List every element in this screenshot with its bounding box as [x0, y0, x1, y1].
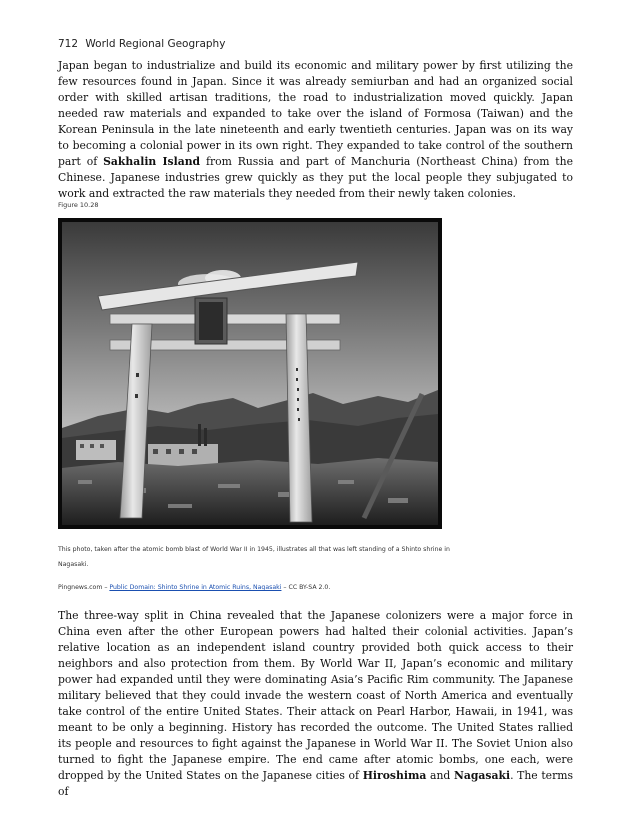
paragraph-1-text-b: from Russia and part of Manchuria (Northeast China) from the Chinese. Japanese industries grew quickly as they put the local people they subjugated to work and extracted the raw materials they needed from their newly taken colonies. [58, 155, 573, 200]
term-hiroshima: Hiroshima [362, 769, 427, 782]
paragraph-2 [58, 608, 573, 800]
figure-label: Figure 10.28 [58, 201, 99, 209]
credit-license: – CC BY-SA 2.0. [281, 584, 331, 591]
term-nagasaki: Nagasaki [453, 769, 511, 782]
figure-credit [58, 584, 330, 591]
figure-photo-shinto-shrine [58, 218, 442, 529]
paragraph-1-text-a: Japan began to industrialize and build its economic and military power by first utilizing the few resources found in Japan. Since it was already semiurban and had an organized social order with skilled artisan traditions, the road to industrialization moved quickly. Japan needed raw materials and expanded to take over the island of Formosa (Taiwan) and the Korean Peninsula in the late nineteenth and early twentieth centuries. Japan was on its way to becoming a colonial power in its own right. They expanded to take control of the southern part of [58, 59, 573, 168]
page-number: 712 [58, 38, 79, 50]
paragraph-2-text-a: The three-way split in China revealed that the Japanese colonizers were a major force in China even after the other European powers had halted their colonial activities. Japan’s relative location as an independent island country provided both quick access to their neighbors and also protection from them. By World War II, Japan’s economic and military power had expanded until they were dominating Asia’s Pacific Rim community. The Japanese military believed that they could invade the western coast of North America and eventually take control of the entire United States. Their attack on Pearl Harbor, Hawaii, in 1941, was meant to be only a beginning. History has recorded the outcome. The United States rallied its people and resources to fight against the Japanese in World War II. The Soviet Union also turned to fight the Japanese empire. The end came after atomic bombs, one each, were dropped by the United States on the Japanese cities of [58, 609, 573, 782]
figure-caption: This photo, taken after the atomic bomb blast of World War II in 1945, illustrates all that was left standing of a Shinto shrine in Nagasaki. [58, 546, 450, 568]
paragraph-2-text-c: . The terms of [58, 769, 574, 798]
paragraph-2-text-b: and [426, 769, 454, 782]
term-sakhalin-island: Sakhalin Island [103, 155, 201, 168]
paragraph-1 [58, 58, 573, 202]
page-header [58, 38, 225, 50]
book-title: World Regional Geography [85, 38, 226, 50]
credit-prefix: Pingnews.com – [58, 584, 110, 591]
photo-illustration [58, 218, 442, 529]
credit-source-link[interactable]: Public Domain: Shinto Shrine in Atomic Ruins, Nagasaki [109, 584, 282, 591]
